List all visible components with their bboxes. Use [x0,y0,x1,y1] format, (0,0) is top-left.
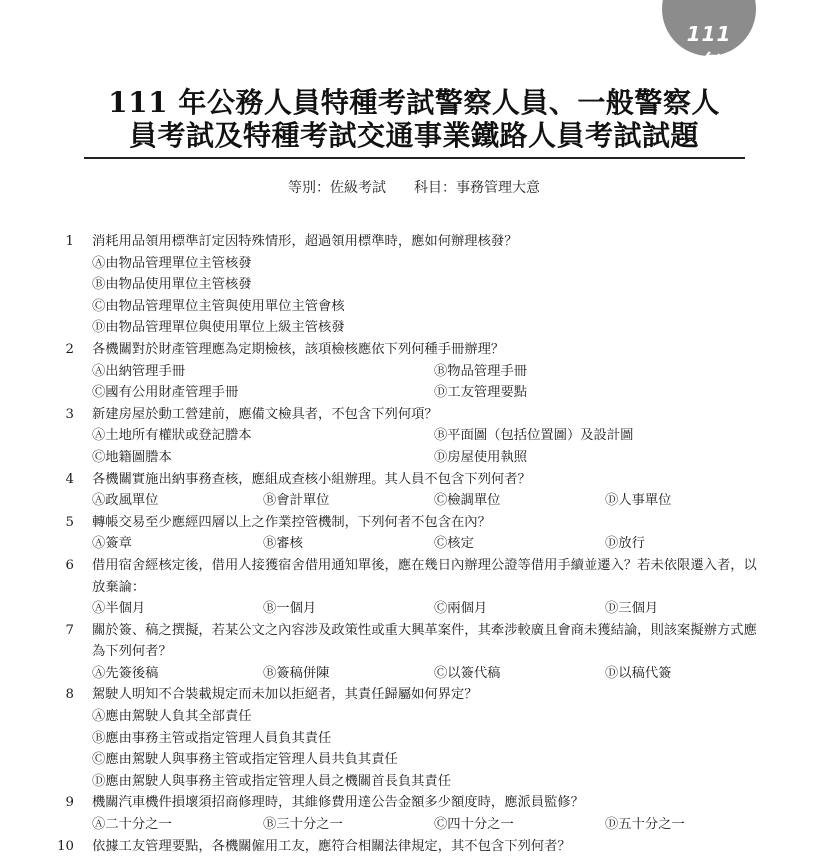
question-text: 駕駛人明知不合裝載規定而未加以拒絕者，其責任歸屬如何界定？ [92,687,478,703]
question-number: 5 [65,514,74,530]
answer-options [92,490,770,512]
question-list [56,231,770,857]
answer-option: Ⓒ國有公用財產管理手冊 [92,385,239,401]
answer-option: Ⓑ一個月 [263,601,317,617]
question-text: 新建房屋於動工營建前，應備文檢具者，不包含下列何項？ [92,406,438,422]
question-number: 6 [65,557,74,573]
question-number: 7 [65,622,74,638]
question-item [56,684,770,792]
question-text: 機關汽車機件損壞須招商修理時，其維修費用達公告金額多少額度時，應派員監修？ [92,795,584,811]
question-text: 各機關對於財產管理應為定期檢核，該項檢核應依下列何種手冊辦理？ [92,341,505,357]
question-item [56,404,770,469]
answer-option: Ⓒ由物品管理單位主管與使用單位主管會核 [92,298,345,314]
question-item [56,339,770,404]
question-item [56,620,770,685]
answer-option: Ⓑ會計單位 [263,493,330,509]
question-number: 4 [65,471,74,487]
answer-option: Ⓓ工友管理要點 [434,385,528,401]
exam-title [84,86,744,152]
answer-option: Ⓓ由物品管理單位與使用單位上級主管核發 [92,320,345,336]
answer-option: Ⓑ由物品使用單位主管核發 [92,277,252,293]
answer-option: Ⓓ應由駕駛人與事務主管或指定管理人員之機關首長負其責任 [92,773,452,789]
answer-option: Ⓓ三個月 [605,601,659,617]
answer-option: Ⓓ放行 [605,536,645,552]
question-number: 1 [65,234,74,249]
answer-option: Ⓑ簽稿併陳 [263,665,330,681]
year-label: 111 年 [686,22,732,74]
question-item [56,469,770,512]
answer-option: Ⓒ核定 [434,536,474,552]
answer-option: Ⓐ由物品管理單位主管核發 [92,255,252,271]
question-item [56,555,770,620]
question-number: 9 [65,795,74,811]
answer-option: Ⓓ五十分之一 [605,817,685,833]
question-text: 各機關實施出納事務查核，應組成查核小組辦理。其人員不包含下列何者？ [92,471,531,487]
answer-option: Ⓒ檢調單位 [434,493,501,509]
exam-meta: 等別：佐級考試 科目：事務管理大意 [288,180,540,196]
question-item [56,512,770,555]
answer-option: Ⓐ出納管理手冊 [92,363,186,379]
answer-option: Ⓒ應由駕駛人與事務主管或指定管理人員共負其責任 [92,752,398,768]
exam-title-line-1: 111 年公務人員特種考試警察人員、一般警察人 [108,86,720,119]
question-number: 10 [57,838,74,854]
answer-options [92,533,770,555]
answer-option: Ⓐ半個月 [92,601,146,617]
title-divider [84,157,745,159]
answer-option: Ⓒ以簽代稿 [434,665,501,681]
answer-option: Ⓑ審核 [263,536,303,552]
question-item [56,792,770,835]
question-text: 依據工友管理要點，各機關僱用工友，應符合相關法律規定，其不包含下列何者？ [92,838,571,854]
question-text: 借用宿舍經核定後，借用人接獲宿舍借用通知單後，應在幾日內辦理公證等借用手續並遷入？若未依限遷入者，以放棄論： [92,557,757,595]
answer-options [92,425,770,468]
question-text: 轉帳交易至少應經四層以上之作業控管機制，下列何者不包含在內？ [92,514,491,530]
question-text: 消耗用品領用標準訂定因特殊情形，超過領用標準時，應如何辦理核發？ [92,234,518,249]
answer-options [92,361,770,404]
answer-option: Ⓒ兩個月 [434,601,488,617]
answer-option: Ⓐ先簽後稿 [92,665,159,681]
answer-option: Ⓒ地籍圖謄本 [92,449,172,465]
answer-option: Ⓓ房屋使用執照 [434,449,528,465]
answer-option: Ⓑ三十分之一 [263,817,343,833]
answer-option: Ⓓ人事單位 [605,493,672,509]
answer-option: Ⓒ四十分之一 [434,817,514,833]
answer-options [92,598,770,620]
exam-title-line-2: 員考試及特種考試交通事業鐵路人員考試試題 [128,119,699,152]
answer-option: Ⓐ簽章 [92,536,132,552]
answer-option: Ⓑ平面圖（包括位置圖）及設計圖 [434,428,634,444]
answer-option: Ⓐ二十分之一 [92,817,172,833]
question-number: 3 [65,406,74,422]
answer-option: Ⓐ土地所有權狀或登記謄本 [92,428,252,444]
question-text: 關於簽、稿之撰擬，若某公文之內容涉及政策性或重大興革案件，其牽涉較廣且會商未獲結論，則該案擬辦方式應為下列何者？ [92,622,757,660]
question-number: 2 [65,341,74,357]
answer-options [92,706,770,792]
answer-option: Ⓐ政風單位 [92,493,159,509]
answer-option: Ⓓ以稿代簽 [605,665,672,681]
answer-options [92,814,770,836]
answer-options [92,253,770,339]
answer-option: Ⓑ應由事務主管或指定管理人員負其責任 [92,730,332,746]
question-number: 8 [65,687,74,703]
answer-options [92,663,770,685]
answer-option: Ⓐ應由駕駛人負其全部責任 [92,709,252,725]
answer-option: Ⓑ物品管理手冊 [434,363,528,379]
question-item [56,231,770,339]
